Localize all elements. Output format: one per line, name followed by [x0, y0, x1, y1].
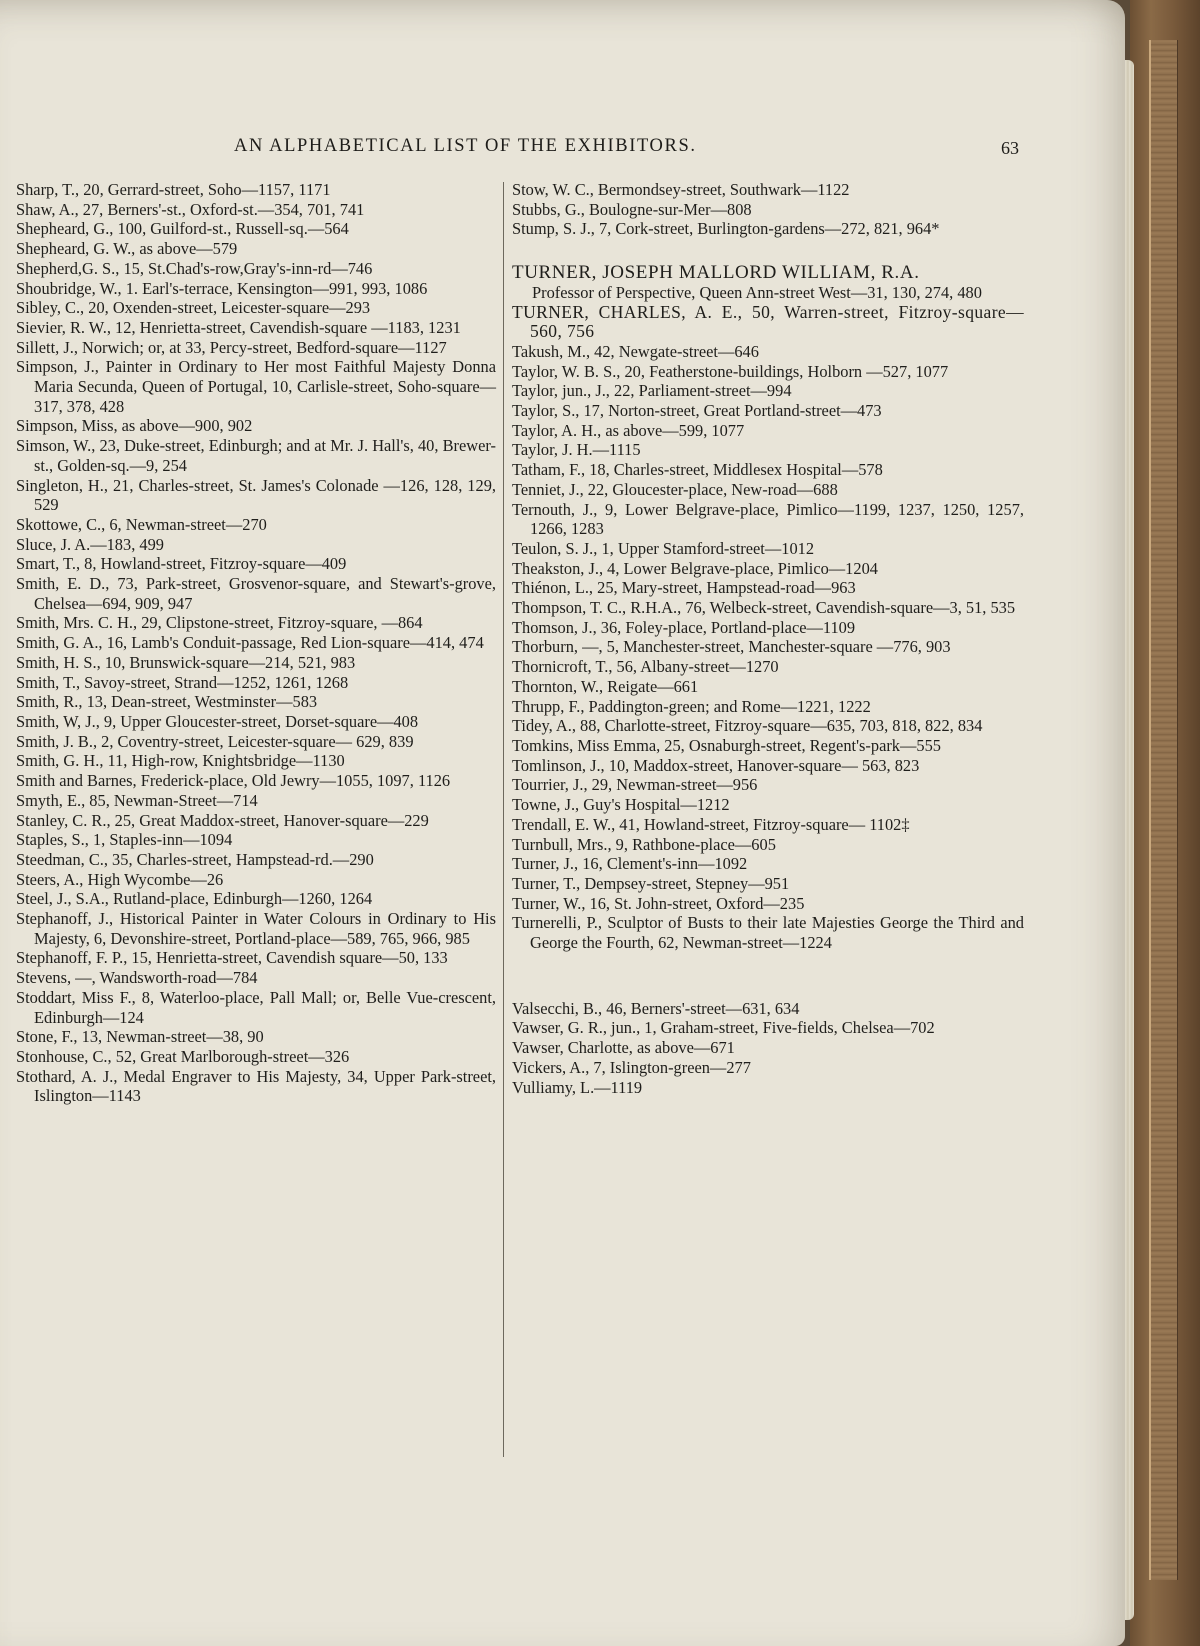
list-item: Sievier, R. W., 12, Henrietta-street, Cavendish-square —1183, 1231 — [16, 317, 461, 337]
list-item: Smyth, E., 85, Newman-Street—714 — [16, 790, 258, 810]
list-item: Stephanoff, J., Historical Painter in Water Colours in Ordinary to His Majesty, 6, Devonshire-street, Portland-place—589, 765, 966, 985 — [16, 909, 496, 948]
list-item: Turnerelli, P., Sculptor of Busts to their late Majesties George the Third and George the Fourth, 62, Newman-street—1224 — [512, 913, 1024, 953]
left-column — [16, 180, 496, 1106]
list-item: Smart, T., 8, Howland-street, Fitzroy-square—409 — [16, 554, 347, 574]
list-item: Stoddart, Miss F., 8, Waterloo-place, Pall Mall; or, Belle Vue-crescent, Edinburgh—124 — [16, 987, 496, 1027]
list-item: Steedman, C., 35, Charles-street, Hampstead-rd.—290 — [16, 849, 374, 869]
list-item: Vickers, A., 7, Islington-green—277 — [512, 1057, 751, 1077]
list-item: Valsecchi, B., 46, Berners'-street—631, 634 — [512, 998, 800, 1018]
list-item: Ternouth, J., 9, Lower Belgrave-place, Pimlico—1199, 1237, 1250, 1257, 1266, 1283 — [512, 499, 1024, 539]
list-item: Turner, W., 16, St. John-street, Oxford—235 — [512, 893, 805, 913]
list-item: Theakston, J., 4, Lower Belgrave-place, Pimlico—1204 — [512, 558, 878, 578]
list-item: Shepheard, G. W., as above—579 — [16, 239, 238, 259]
list-item: Towne, J., Guy's Hospital—1212 — [512, 795, 730, 815]
list-item: Taylor, J. H.—1115 — [512, 440, 641, 460]
list-item: Shoubridge, W., 1. Earl's-terrace, Kensington—991, 993, 1086 — [16, 278, 428, 298]
list-item: Skottowe, C., 6, Newman-street—270 — [16, 514, 267, 534]
list-item: Taylor, S., 17, Norton-street, Great Portland-street—473 — [512, 401, 882, 421]
right-column — [512, 180, 1024, 1097]
list-item: Thornton, W., Reigate—661 — [512, 676, 699, 696]
list-item: Takush, M., 42, Newgate-street—646 — [512, 341, 759, 361]
list-item: Smith, W, J., 9, Upper Gloucester-street, Dorset-square—408 — [16, 711, 419, 731]
list-item: Tidey, A., 88, Charlotte-street, Fitzroy-square—635, 703, 818, 822, 834 — [512, 716, 983, 736]
turner-heading: TURNER, JOSEPH MALLORD WILLIAM, R.A. — [512, 262, 920, 284]
running-header: AN ALPHABETICAL LIST OF THE EXHIBITORS. — [234, 136, 697, 156]
list-item: Vawser, Charlotte, as above—671 — [512, 1038, 735, 1058]
list-item: Taylor, A. H., as above—599, 1077 — [512, 420, 745, 440]
turner-detail: Professor of Perspective, Queen Ann-street West—31, 130, 274, 480 — [532, 282, 982, 302]
list-item: Tomlinson, J., 10, Maddox-street, Hanover-square— 563, 823 — [512, 755, 920, 775]
column-divider — [503, 182, 504, 1457]
list-item: Vulliamy, L.—1119 — [512, 1077, 643, 1097]
list-item: Stone, F., 13, Newman-street—38, 90 — [16, 1027, 264, 1047]
list-item: Thomson, J., 36, Foley-place, Portland-place—1109 — [512, 617, 856, 637]
list-item: Steel, J., S.A., Rutland-place, Edinburgh—1260, 1264 — [16, 889, 373, 909]
list-item: Trendall, E. W., 41, Howland-street, Fitzroy-square— 1102‡ — [512, 814, 910, 834]
list-item: Stanley, C. R., 25, Great Maddox-street, Hanover-square—229 — [16, 810, 429, 830]
list-item: Stonhouse, C., 52, Great Marlborough-street—326 — [16, 1046, 350, 1066]
list-item: Staples, S., 1, Staples-inn—1094 — [16, 830, 233, 850]
list-item: Smith, Mrs. C. H., 29, Clipstone-street, Fitzroy-square, —864 — [16, 613, 423, 633]
list-item: Shaw, A., 27, Berners'-st., Oxford-st.—354, 701, 741 — [16, 199, 365, 219]
list-item: Sharp, T., 20, Gerrard-street, Soho—1157, 1171 — [16, 180, 331, 199]
list-item: Tourrier, J., 29, Newman-street—956 — [512, 775, 758, 795]
list-item: Smith, J. B., 2, Coventry-street, Leicester-square— 629, 839 — [16, 731, 414, 751]
list-item: Stubbs, G., Boulogne-sur-Mer—808 — [512, 199, 752, 219]
list-item: Thiénon, L., 25, Mary-street, Hampstead-road—963 — [512, 578, 856, 598]
list-item: Sibley, C., 20, Oxenden-street, Leicester-square—293 — [16, 298, 371, 318]
list-item: Stow, W. C., Bermondsey-street, Southwark—1122 — [512, 180, 850, 199]
list-item: Taylor, W. B. S., 20, Featherstone-buildings, Holborn —527, 1077 — [512, 361, 949, 381]
cloth-spine — [1149, 40, 1178, 1580]
list-item: Simpson, J., Painter in Ordinary to Her most Faithful Majesty Donna Maria Secunda, Queen of Portugal, 10, Carlisle-street, Soho-square—317, 378, 428 — [16, 357, 496, 416]
list-item: Tatham, F., 18, Charles-street, Middlesex Hospital—578 — [512, 460, 883, 480]
list-item: Taylor, jun., J., 22, Parliament-street—994 — [512, 381, 792, 401]
list-item: Thornicroft, T., 56, Albany-street—1270 — [512, 657, 779, 677]
list-item: Smith, G. H., 11, High-row, Knightsbridge—1130 — [16, 751, 345, 771]
list-item: Steers, A., High Wycombe—26 — [16, 869, 224, 889]
list-item: Thompson, T. C., R.H.A., 76, Welbeck-street, Cavendish-square—3, 51, 535 — [512, 598, 1016, 618]
list-item: Stothard, A. J., Medal Engraver to His Majesty, 34, Upper Park-street, Islington—1143 — [16, 1066, 496, 1106]
page-number: 63 — [1001, 138, 1019, 158]
list-item: Teulon, S. J., 1, Upper Stamford-street—1012 — [512, 538, 815, 558]
list-item: Stephanoff, F. P., 15, Henrietta-street, Cavendish square—50, 133 — [16, 948, 448, 968]
list-item: Thrupp, F., Paddington-green; and Rome—1221, 1222 — [512, 696, 871, 716]
list-item: Tomkins, Miss Emma, 25, Osnaburgh-street, Regent's-park—555 — [512, 735, 941, 755]
list-item: Smith, R., 13, Dean-street, Westminster—583 — [16, 692, 318, 712]
list-item: Smith and Barnes, Frederick-place, Old Jewry—1055, 1097, 1126 — [16, 771, 451, 791]
list-item: Smith, E. D., 73, Park-street, Grosvenor-square, and Stewart's-grove, Chelsea—694, 909, 947 — [16, 574, 496, 613]
list-item: TURNER, CHARLES, A. E., 50, Warren-street, Fitzroy-square—560, 756 — [512, 301, 1024, 342]
list-item: Smith, G. A., 16, Lamb's Conduit-passage, Red Lion-square—414, 474 — [16, 633, 484, 653]
list-item: Tenniet, J., 22, Gloucester-place, New-road—688 — [512, 479, 838, 499]
list-item: Stump, S. J., 7, Cork-street, Burlington-gardens—272, 821, 964* — [512, 219, 940, 239]
list-item: Smith, H. S., 10, Brunswick-square—214, 521, 983 — [16, 652, 356, 672]
list-item: Stevens, —, Wandsworth-road—784 — [16, 968, 258, 988]
list-item: Smith, T., Savoy-street, Strand—1252, 1261, 1268 — [16, 672, 349, 692]
list-item: Turnbull, Mrs., 9, Rathbone-place—605 — [512, 834, 776, 854]
list-item: Thorburn, —, 5, Manchester-street, Manchester-square —776, 903 — [512, 637, 951, 657]
list-item: Singleton, H., 21, Charles-street, St. James's Colonade —126, 128, 129, 529 — [16, 475, 496, 515]
list-item: Sluce, J. A.—183, 499 — [16, 534, 164, 554]
list-item: Shepherd,G. S., 15, St.Chad's-row,Gray's-inn-rd—746 — [16, 258, 373, 278]
list-item: Vawser, G. R., jun., 1, Graham-street, Five-fields, Chelsea—702 — [512, 1018, 935, 1038]
list-item: Shepheard, G., 100, Guilford-st., Russell-sq.—564 — [16, 219, 349, 239]
list-item: Simson, W., 23, Duke-street, Edinburgh; and at Mr. J. Hall's, 40, Brewer-st., Golden-sq.—9, 254 — [16, 436, 496, 475]
list-item: Simpson, Miss, as above—900, 902 — [16, 416, 253, 436]
list-item: Turner, T., Dempsey-street, Stepney—951 — [512, 873, 790, 893]
list-item: Sillett, J., Norwich; or, at 33, Percy-street, Bedford-square—1127 — [16, 337, 447, 357]
list-item: Turner, J., 16, Clement's-inn—1092 — [512, 854, 748, 874]
